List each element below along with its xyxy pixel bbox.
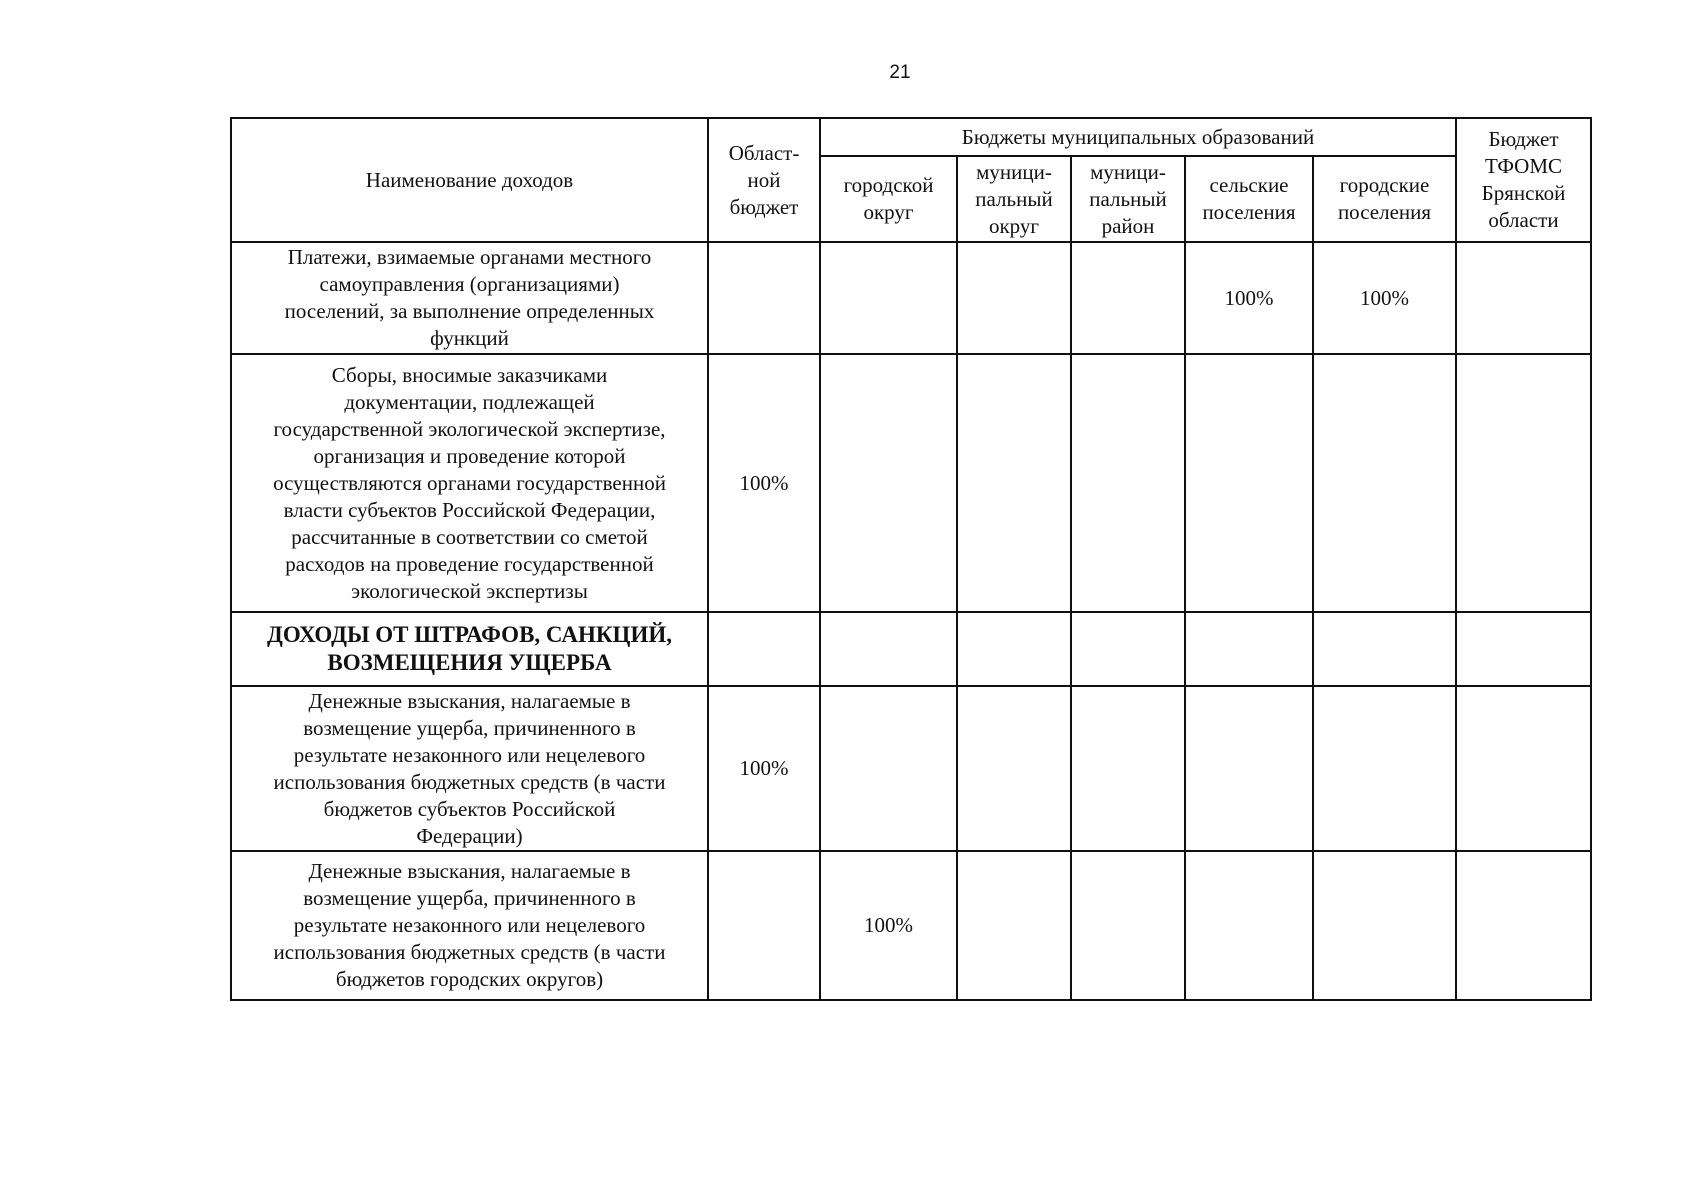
header-urban-settlements [1313, 156, 1456, 242]
share-cell [1185, 686, 1313, 851]
header-income-name: Наименование доходов [231, 118, 708, 242]
share-cell [957, 354, 1071, 612]
income-name-line: рассчитанные в соответствии со сметой [291, 524, 648, 549]
header-line: пальный [975, 186, 1053, 211]
income-distribution-table [230, 117, 1592, 1001]
income-name-line: ДОХОДЫ ОТ ШТРАФОВ, САНКЦИЙ, [267, 622, 672, 647]
table-row [231, 686, 1591, 851]
income-name-line: Сборы, вносимые заказчиками [331, 362, 608, 387]
table-row [231, 851, 1591, 1000]
header-line: муници- [1090, 159, 1166, 184]
income-name-line: результате незаконного или нецелевого [293, 742, 646, 767]
share-cell [708, 242, 820, 354]
share-cell: 100% [708, 686, 820, 851]
header-line: муници- [976, 159, 1052, 184]
income-name-line: документации, подлежащей [344, 389, 595, 414]
header-line: район [1101, 213, 1155, 238]
income-name-line: самоуправления (организациями) [319, 272, 620, 296]
income-name-line: Денежные взыскания, налагаемые в [308, 688, 631, 713]
share-cell [957, 612, 1071, 686]
page-number: 21 [889, 62, 911, 83]
income-name-line: Денежные взыскания, налагаемые в [308, 859, 631, 883]
income-name-line: осуществляются органами государственной [273, 470, 666, 495]
share-cell [1071, 242, 1185, 354]
header-line: пальный [1089, 186, 1167, 211]
table-row [231, 354, 1591, 612]
share-cell [1071, 851, 1185, 1000]
share-cell [1456, 612, 1591, 686]
share-cell [1456, 354, 1591, 612]
income-name-line: экологической экспертизы [351, 578, 588, 603]
header-tfoms-budget [1456, 118, 1591, 242]
income-name-line: использования бюджетных средств (в части [273, 769, 666, 794]
share-cell [1185, 354, 1313, 612]
header-line: поселения [1202, 200, 1296, 224]
share-cell [1456, 686, 1591, 851]
header-line: округ [863, 200, 914, 224]
share-cell: 100% [708, 354, 820, 612]
header-municipal-region [1071, 156, 1185, 242]
income-name-line: Федерации) [416, 823, 523, 848]
income-name-line: использования бюджетных средств (в части [273, 940, 666, 964]
header-line: городские [1339, 173, 1430, 197]
header-line: ной [747, 167, 781, 192]
share-cell [1071, 354, 1185, 612]
header-line: ТФОМС [1484, 154, 1563, 178]
header-municipal-district [957, 156, 1071, 242]
header-line: Област- [728, 140, 800, 165]
share-cell: 100% [1185, 242, 1313, 354]
share-cell [1071, 686, 1185, 851]
header-line: области [1488, 208, 1559, 232]
income-name-line: результате незаконного или нецелевого [293, 913, 646, 937]
share-cell [820, 242, 957, 354]
income-name-line: государственной экологической экспертизе, [273, 416, 666, 441]
income-name [231, 242, 708, 354]
share-cell [820, 686, 957, 851]
share-cell [1313, 851, 1456, 1000]
income-name-line: возмещение ущерба, причиненного в [303, 715, 636, 740]
income-name-line: расходов на проведение государственной [285, 551, 654, 576]
share-cell [1313, 612, 1456, 686]
share-cell [957, 686, 1071, 851]
header-rural-settlements [1185, 156, 1313, 242]
share-cell [1456, 242, 1591, 354]
share-cell [708, 612, 820, 686]
income-name [231, 686, 708, 851]
header-municipal-budgets: Бюджеты муниципальных образований [820, 118, 1456, 156]
income-name-line: возмещение ущерба, причиненного в [303, 886, 636, 910]
header-city-district [820, 156, 957, 242]
share-cell [1185, 612, 1313, 686]
table-row [231, 612, 1591, 686]
income-name-line: Платежи, взимаемые органами местного [287, 245, 652, 269]
share-cell [1185, 851, 1313, 1000]
header-regional-budget [708, 118, 820, 242]
header-line: Брянской [1481, 181, 1566, 205]
share-cell [820, 612, 957, 686]
income-name-line: поселений, за выполнение определенных [284, 299, 655, 323]
header-line: Бюджет [1488, 127, 1559, 151]
income-name [231, 851, 708, 1000]
share-cell [708, 851, 820, 1000]
income-name-line: организация и проведение которой [313, 443, 626, 468]
share-cell [1313, 354, 1456, 612]
share-cell [957, 851, 1071, 1000]
section-heading [231, 612, 708, 686]
share-cell [1456, 851, 1591, 1000]
header-line: бюджет [729, 194, 799, 219]
income-name [231, 354, 708, 612]
share-cell [1071, 612, 1185, 686]
share-cell [820, 354, 957, 612]
income-name-line: бюджетов субъектов Российской [323, 796, 616, 821]
share-cell [1313, 686, 1456, 851]
share-cell: 100% [820, 851, 957, 1000]
share-cell [957, 242, 1071, 354]
income-name-line: власти субъектов Российской Федерации, [283, 497, 656, 522]
table-row [231, 242, 1591, 354]
header-line: округ [988, 213, 1040, 238]
income-name-line: бюджетов городских округов) [335, 967, 604, 991]
income-name-line: ВОЗМЕЩЕНИЯ УЩЕРБА [327, 650, 612, 675]
header-line: городской [843, 173, 934, 197]
income-name-line: функций [430, 326, 509, 350]
header-line: сельские [1209, 173, 1289, 197]
header-line: поселения [1337, 200, 1432, 224]
share-cell: 100% [1313, 242, 1456, 354]
